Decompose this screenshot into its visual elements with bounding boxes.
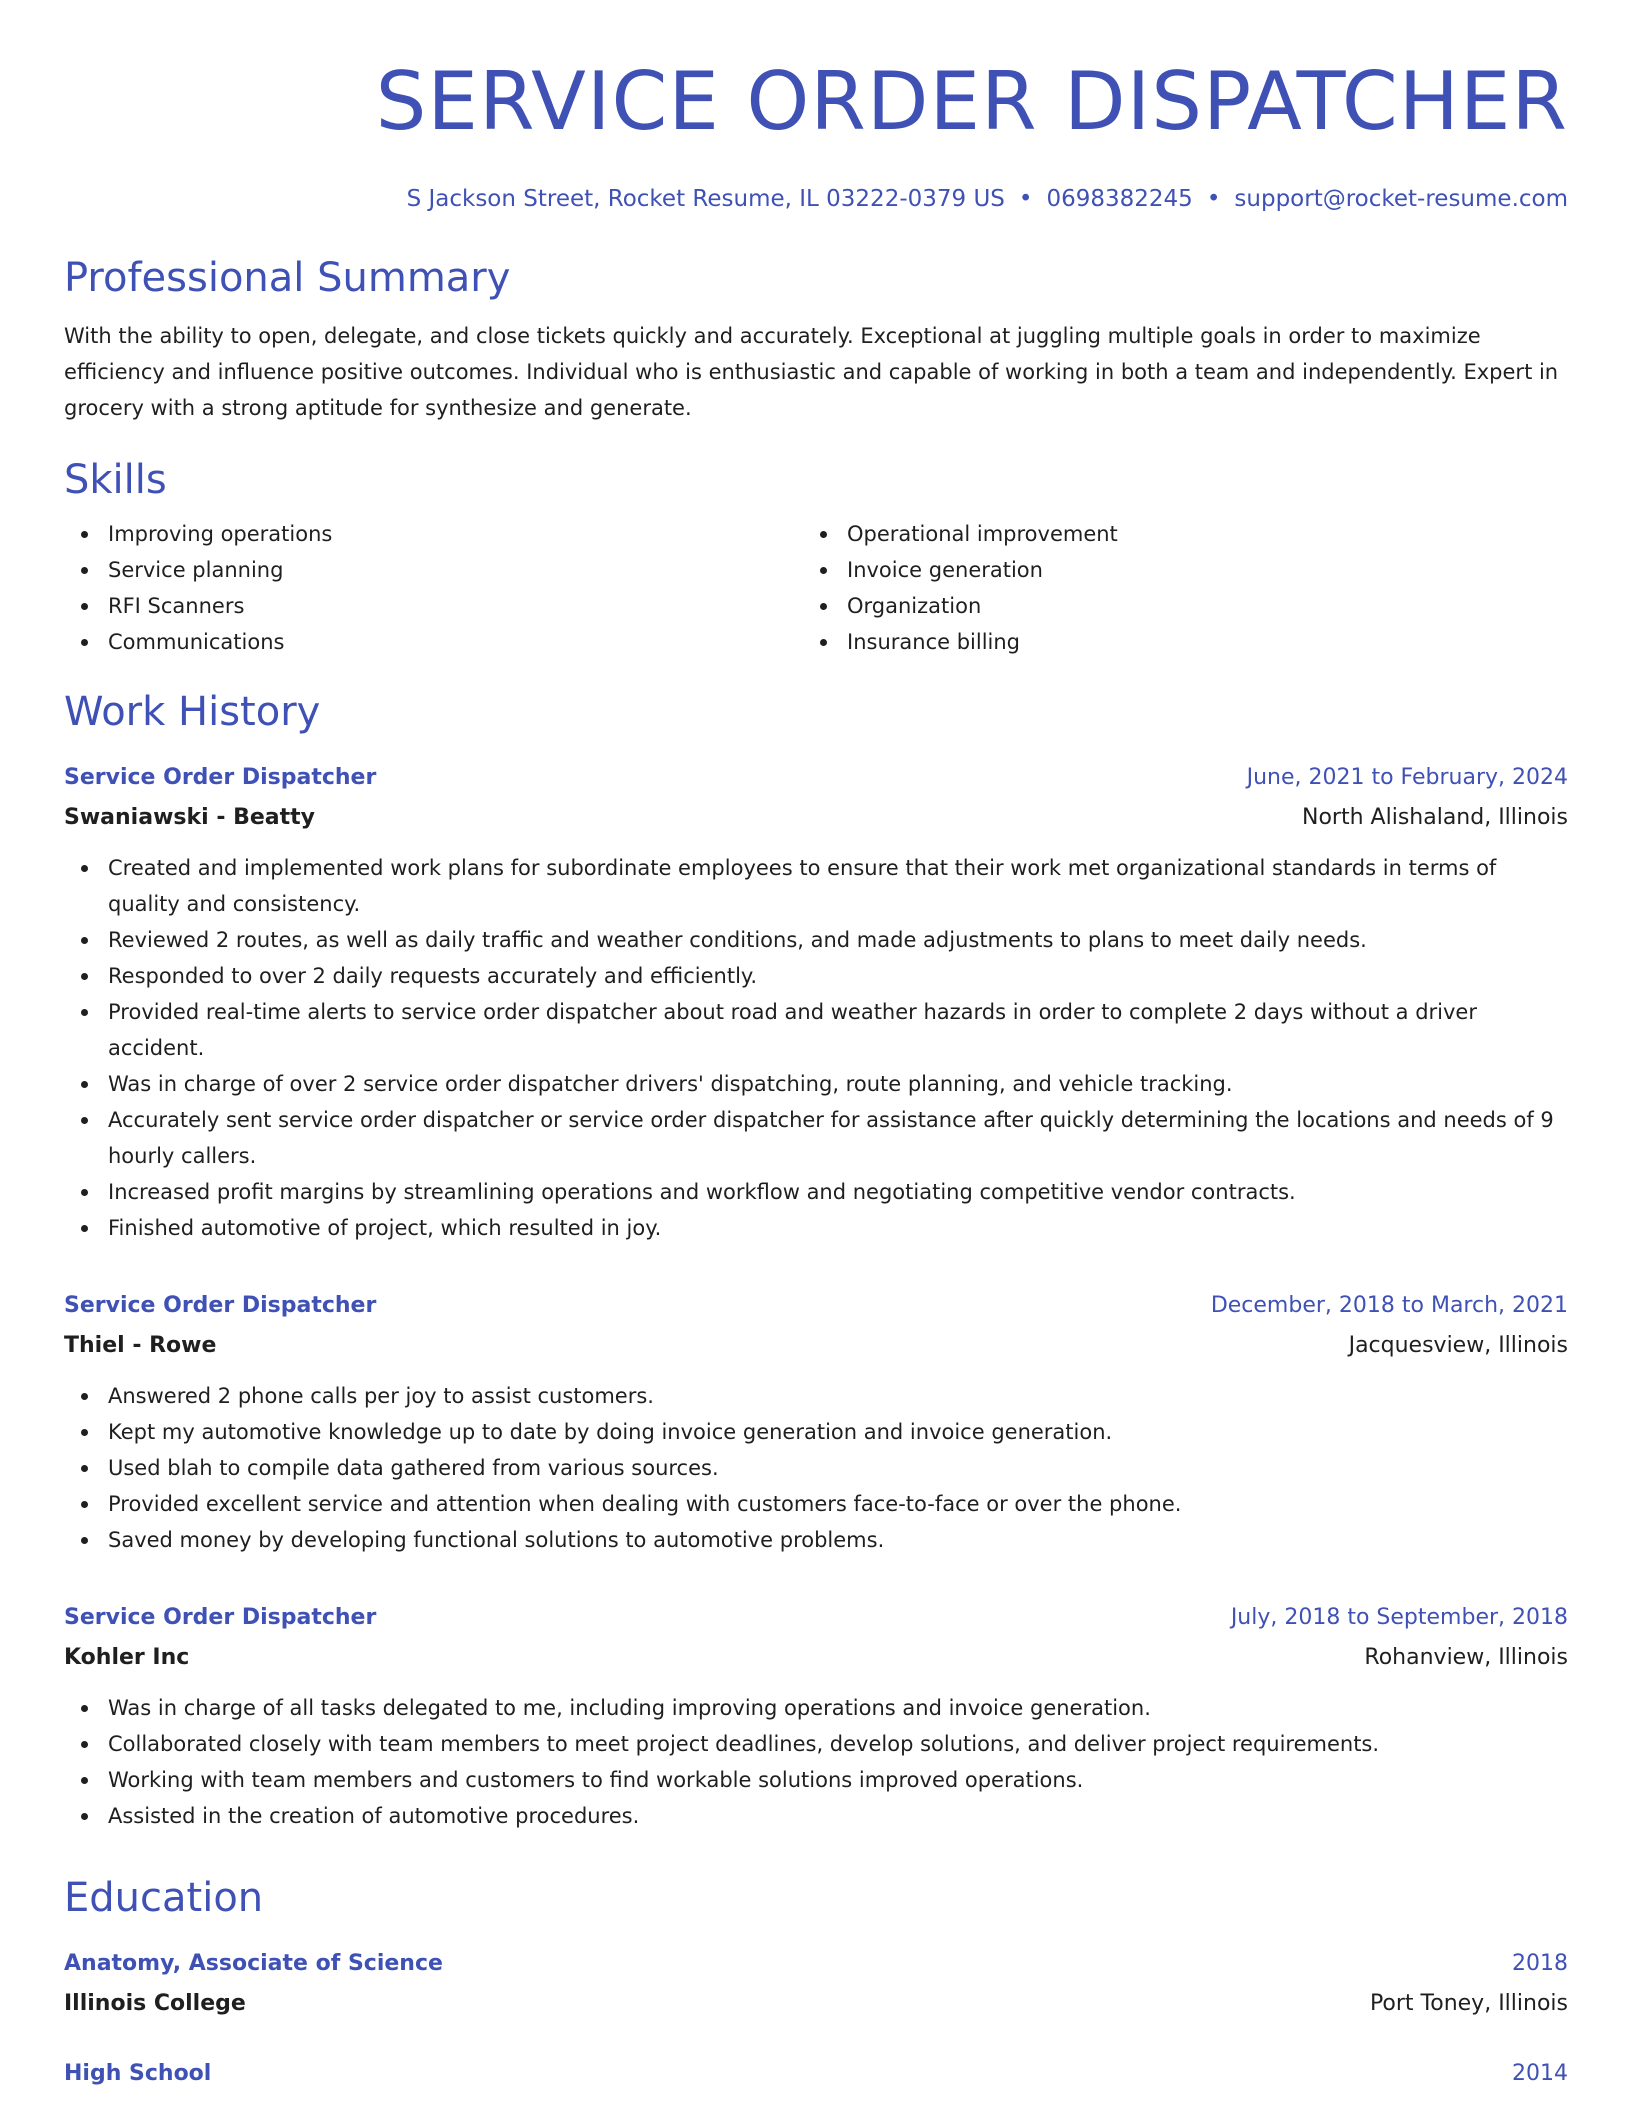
job-bullets [64,1378,1568,1558]
job-title: Service Order Dispatcher [64,1293,377,1318]
work-history-title: Work History [64,689,321,735]
job-bullet: Was in charge of all tasks delegated to me, including improving operations and invoice generation. [64,1690,1568,1726]
education-year: 2018 [1512,1951,1568,1976]
skills-section [64,456,1568,660]
education-degree: High School [64,2061,212,2086]
job-location: Jacquesview, Illinois [1348,1333,1568,1358]
job-dates: July, 2018 to September, 2018 [1230,1605,1568,1630]
job-bullet: Assisted in the creation of automotive procedures. [64,1798,1568,1834]
education-degree: Anatomy, Associate of Science [64,1951,443,1976]
contact-phone: 0698382245 [1046,186,1193,212]
skills-list-right [803,516,1568,660]
job-bullet: Finished automotive of project, which resulted in joy. [64,1210,1568,1246]
contact-email[interactable]: support@rocket-resume.com [1234,186,1568,212]
skills-title: Skills [64,457,167,503]
job-bullet: Reviewed 2 routes, as well as daily traffic and weather conditions, and made adjustments to plans to meet daily needs. [64,922,1568,958]
skill-item: Insurance billing [803,624,1568,660]
education-location: Port Toney, Illinois [1369,1991,1568,2016]
skill-item: Operational improvement [803,516,1568,552]
contact-line [64,184,1568,214]
job-bullet: Working with team members and customers to find workable solutions improved operations. [64,1762,1568,1798]
contact-address: S Jackson Street, Rocket Resume, IL 03222-0379 US [406,186,1005,212]
job-employer: Kohler Inc [64,1645,190,1670]
job-bullet: Accurately sent service order dispatcher or service order dispatcher for assistance after quickly determining the locations and needs of 9 hourly callers. [64,1102,1568,1174]
skill-item: Communications [64,624,803,660]
job-employer: Thiel - Rowe [64,1333,217,1358]
job-entry [64,1598,1568,1834]
candidate-name: SERVICE ORDER DISPATCHER [375,55,1568,148]
job-bullet: Created and implemented work plans for subordinate employees to ensure that their work met organizational standards in terms of quality and consistency. [64,850,1568,922]
job-bullet: Was in charge of over 2 service order dispatcher drivers' dispatching, route planning, and vehicle tracking. [64,1066,1568,1102]
education-title: Education [64,1875,264,1921]
job-title: Service Order Dispatcher [64,765,377,790]
job-dates: June, 2021 to February, 2024 [1246,765,1568,790]
job-bullets [64,850,1568,1246]
job-bullet: Collaborated closely with team members to meet project deadlines, develop solutions, and deliver project requirements. [64,1726,1568,1762]
skills-list-left [64,516,803,660]
education-year: 2014 [1512,2061,1568,2086]
job-location: North Alishaland, Illinois [1302,805,1568,830]
job-entry [64,758,1568,1246]
education-entry [64,2054,1568,2094]
job-bullet: Used blah to compile data gathered from various sources. [64,1450,1568,1486]
skills-grid [64,516,1568,660]
job-location: Rohanview, Illinois [1364,1645,1568,1670]
job-bullet: Saved money by developing functional solutions to automotive problems. [64,1522,1568,1558]
resume-header [64,56,1568,214]
summary-section [64,254,1568,426]
job-title: Service Order Dispatcher [64,1605,377,1630]
job-bullet: Provided excellent service and attention when dealing with customers face-to-face or over the phone. [64,1486,1568,1522]
summary-text: With the ability to open, delegate, and close tickets quickly and accurately. Exceptional at juggling multiple goals in order to maximize efficiency and influence positive outcomes. Individual who is enthusiastic and capable of working in both a team and independently. Expert in grocery with a strong aptitude for synthesize and generate. [64,324,1559,420]
summary-title: Professional Summary [64,255,511,301]
work-history-section [64,688,1568,1834]
job-dates: December, 2018 to March, 2021 [1210,1293,1568,1318]
skill-item: Organization [803,588,1568,624]
education-school: Illinois College [64,1991,246,2016]
education-section [64,1874,1568,2094]
skill-item: Invoice generation [803,552,1568,588]
skill-item: RFI Scanners [64,588,803,624]
job-bullets [64,1690,1568,1834]
skill-item: Improving operations [64,516,803,552]
job-bullet: Responded to over 2 daily requests accurately and efficiently. [64,958,1568,994]
job-bullet: Provided real-time alerts to service order dispatcher about road and weather hazards in order to complete 2 days without a driver accident. [64,994,1568,1066]
job-bullet: Increased profit margins by streamlining operations and workflow and negotiating competitive vendor contracts. [64,1174,1568,1210]
education-entry [64,1944,1568,2024]
job-entry [64,1286,1568,1558]
job-bullet: Answered 2 phone calls per joy to assist customers. [64,1378,1568,1414]
contact-separator: • [1206,186,1221,212]
job-bullet: Kept my automotive knowledge up to date by doing invoice generation and invoice generation. [64,1414,1568,1450]
contact-separator: • [1018,186,1033,212]
job-employer: Swaniawski - Beatty [64,805,316,830]
skill-item: Service planning [64,552,803,588]
